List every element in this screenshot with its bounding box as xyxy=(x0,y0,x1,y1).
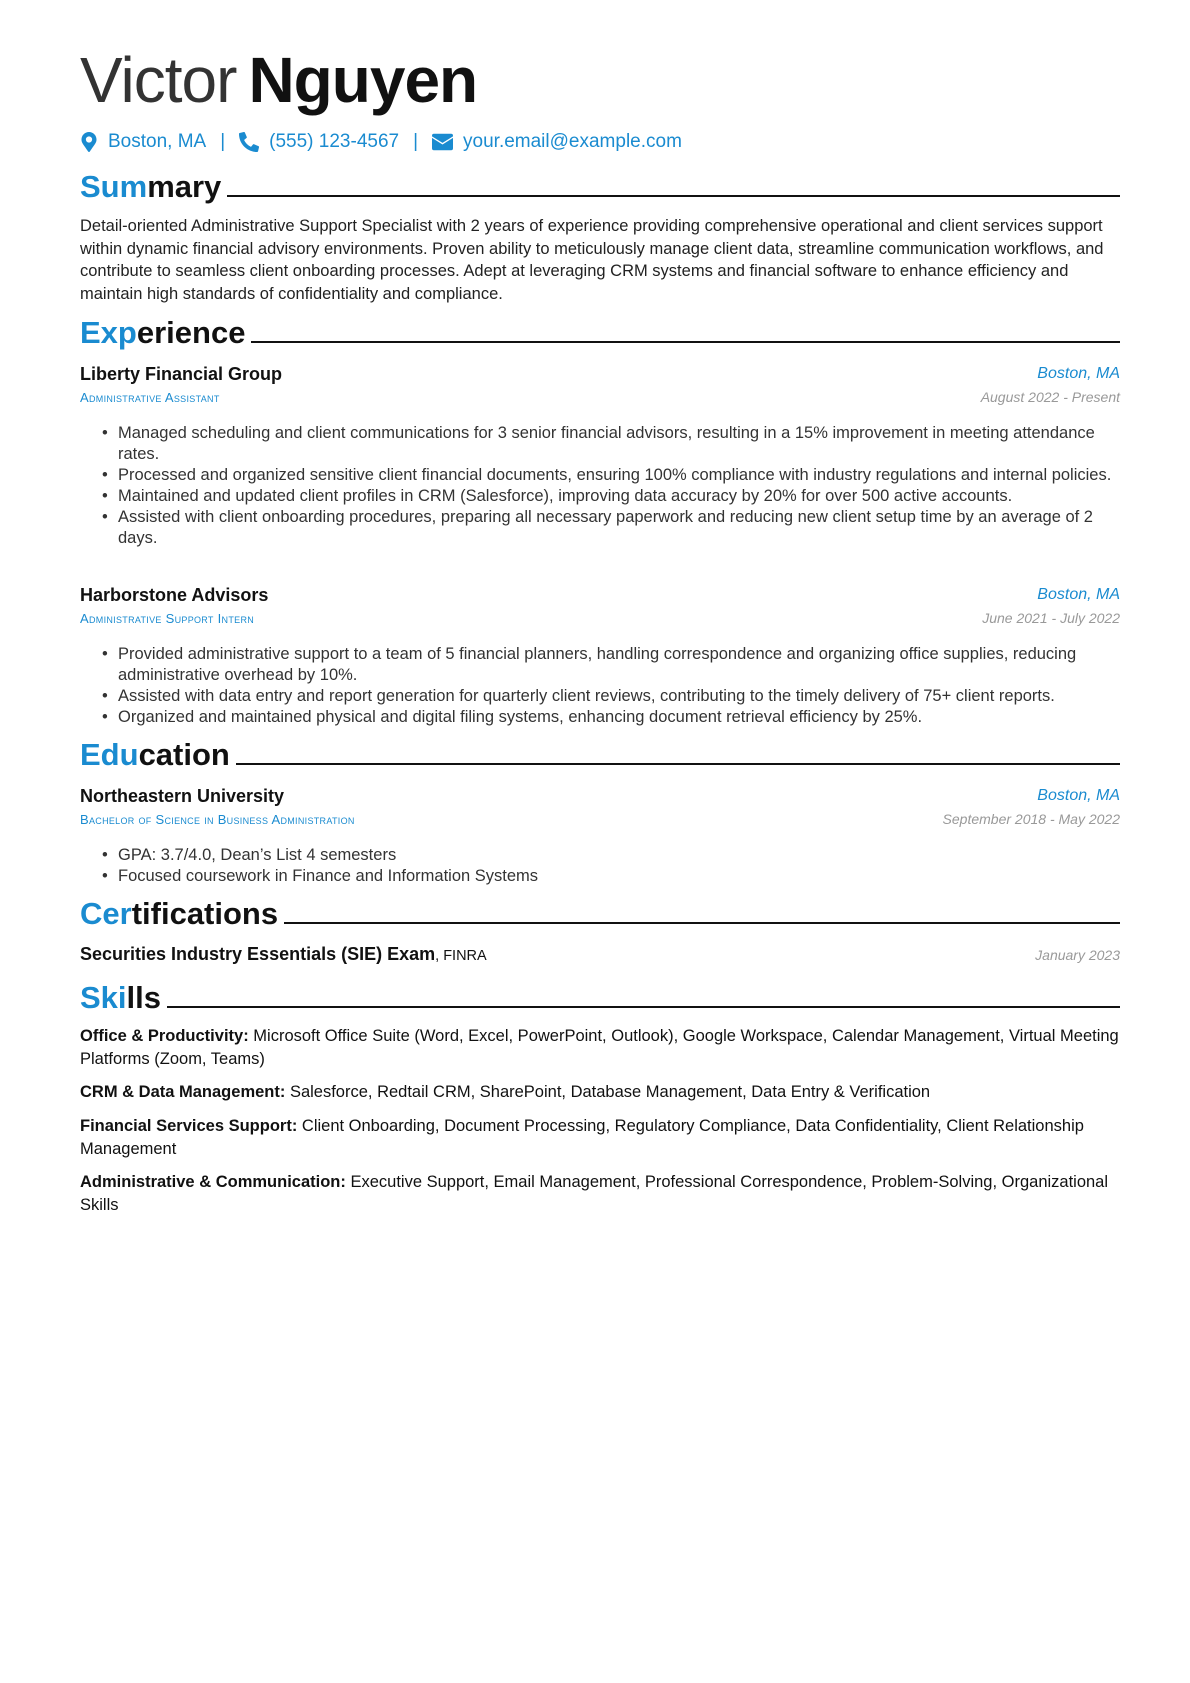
skill-label: Financial Services Support: xyxy=(80,1117,298,1135)
last-name: Nguyen xyxy=(248,44,478,116)
list-item: • Assisted with data entry and report generation for quarterly client reviews, contributing to the timely delivery of 75+ client reports. xyxy=(100,686,1120,707)
location-text: Boston, MA xyxy=(108,131,207,152)
skill-label: Administrative & Communication: xyxy=(80,1173,346,1191)
list-item: • GPA: 3.7/4.0, Dean’s List 4 semesters xyxy=(100,845,1120,866)
section-title: Summary xyxy=(80,169,222,204)
certification-name: Securities Industry Essentials (SIE) Exam xyxy=(80,944,436,964)
skill-row xyxy=(80,1115,1120,1160)
map-pin-icon xyxy=(80,132,98,152)
job-dates: August 2022 - Present xyxy=(980,389,1120,405)
section-header-summary xyxy=(80,168,1120,206)
skill-row xyxy=(80,1171,1120,1216)
candidate-name xyxy=(80,40,477,120)
company-name: Harborstone Advisors xyxy=(80,585,269,605)
education-dates: September 2018 - May 2022 xyxy=(942,811,1120,827)
job-location: Boston, MA xyxy=(1037,586,1120,603)
section-header-certifications xyxy=(80,895,1120,933)
section-rule xyxy=(284,922,1120,924)
list-item: • Organized and maintained physical and digital filing systems, enhancing document retrieval efficiency by 25%. xyxy=(100,707,1120,728)
list-item: • Managed scheduling and client communications for 3 senior financial advisors, resulting in a 15% improvement in meeting attendance rates. xyxy=(100,423,1120,465)
separator: | xyxy=(413,131,419,152)
skill-text: Client Onboarding, Document Processing, Regulatory Compliance, Data Confidentiality, Client Relationship Management xyxy=(80,1117,1084,1158)
skill-text: Salesforce, Redtail CRM, SharePoint, Database Management, Data Entry & Verification xyxy=(289,1083,931,1101)
contact-line xyxy=(80,131,682,153)
phone-text: (555) 123-4567 xyxy=(269,131,400,152)
section-rule xyxy=(227,195,1120,197)
list-item: • Assisted with client onboarding procedures, preparing all necessary paperwork and reducing new client setup time by an average of 2 days. xyxy=(100,507,1120,549)
section-header-experience xyxy=(80,314,1120,352)
envelope-icon xyxy=(432,132,453,152)
section-rule xyxy=(167,1006,1120,1008)
section-title: Experience xyxy=(80,315,246,350)
section-title: Certifications xyxy=(80,896,279,931)
job-location: Boston, MA xyxy=(1037,365,1120,382)
school-location: Boston, MA xyxy=(1037,787,1120,804)
job-dates: June 2021 - July 2022 xyxy=(982,610,1120,626)
certification-issuer: FINRA xyxy=(443,948,487,964)
skill-label: CRM & Data Management: xyxy=(80,1083,286,1101)
skill-row xyxy=(80,1025,1120,1070)
list-item: • Processed and organized sensitive client financial documents, ensuring 100% compliance with industry regulations and internal policies. xyxy=(100,465,1120,486)
skill-text: Executive Support, Email Management, Professional Correspondence, Problem-Solving, Organizational Skills xyxy=(80,1173,1109,1214)
section-rule xyxy=(236,763,1120,765)
skill-text: Microsoft Office Suite (Word, Excel, PowerPoint, Outlook), Google Workspace, Calendar Management, Virtual Meeting Platforms (Zoom, Teams) xyxy=(80,1027,1119,1068)
first-name: Victor xyxy=(80,44,237,116)
list-item: • Provided administrative support to a team of 5 financial planners, handling correspondence and organizing office supplies, reducing administrative overhead by 10%. xyxy=(100,644,1120,686)
phone-icon xyxy=(239,132,259,152)
email-link[interactable]: your.email@example.com xyxy=(463,131,682,152)
section-rule xyxy=(251,341,1120,343)
summary-text: Detail-oriented Administrative Support Specialist with 2 years of experience providing comprehensive operational and client services support within dynamic financial advisory environments. Proven ability to meticulously manage client data, streamline communication workflows, and contribute to seamless client onboarding processes. Adept at leveraging CRM systems and financial software to enhance efficiency and maintain high standards of confidentiality and compliance. xyxy=(80,217,1104,303)
section-header-education xyxy=(80,736,1120,774)
skill-label: Office & Productivity: xyxy=(80,1027,249,1045)
section-title: Education xyxy=(80,737,230,772)
section-header-skills xyxy=(80,979,1120,1017)
job-role: Administrative Assistant xyxy=(80,390,220,405)
job-bullets xyxy=(100,644,1120,728)
list-item: • Focused coursework in Finance and Information Systems xyxy=(100,866,1120,887)
degree: Bachelor of Science in Business Administration xyxy=(80,812,355,827)
school-name: Northeastern University xyxy=(80,786,285,806)
job-role: Administrative Support Intern xyxy=(80,611,255,626)
company-name: Liberty Financial Group xyxy=(80,364,283,384)
certification-date: January 2023 xyxy=(1035,947,1120,963)
section-title: Skills xyxy=(80,980,161,1015)
list-item: • Maintained and updated client profiles in CRM (Salesforce), improving data accuracy by 20% for over 500 active accounts. xyxy=(100,486,1120,507)
education-bullets xyxy=(100,845,1120,887)
certification-entry: Securities Industry Essentials (SIE) Exam, FINRA xyxy=(80,944,487,964)
job-bullets xyxy=(100,423,1120,549)
separator: | xyxy=(220,131,226,152)
skill-row xyxy=(80,1081,1120,1104)
